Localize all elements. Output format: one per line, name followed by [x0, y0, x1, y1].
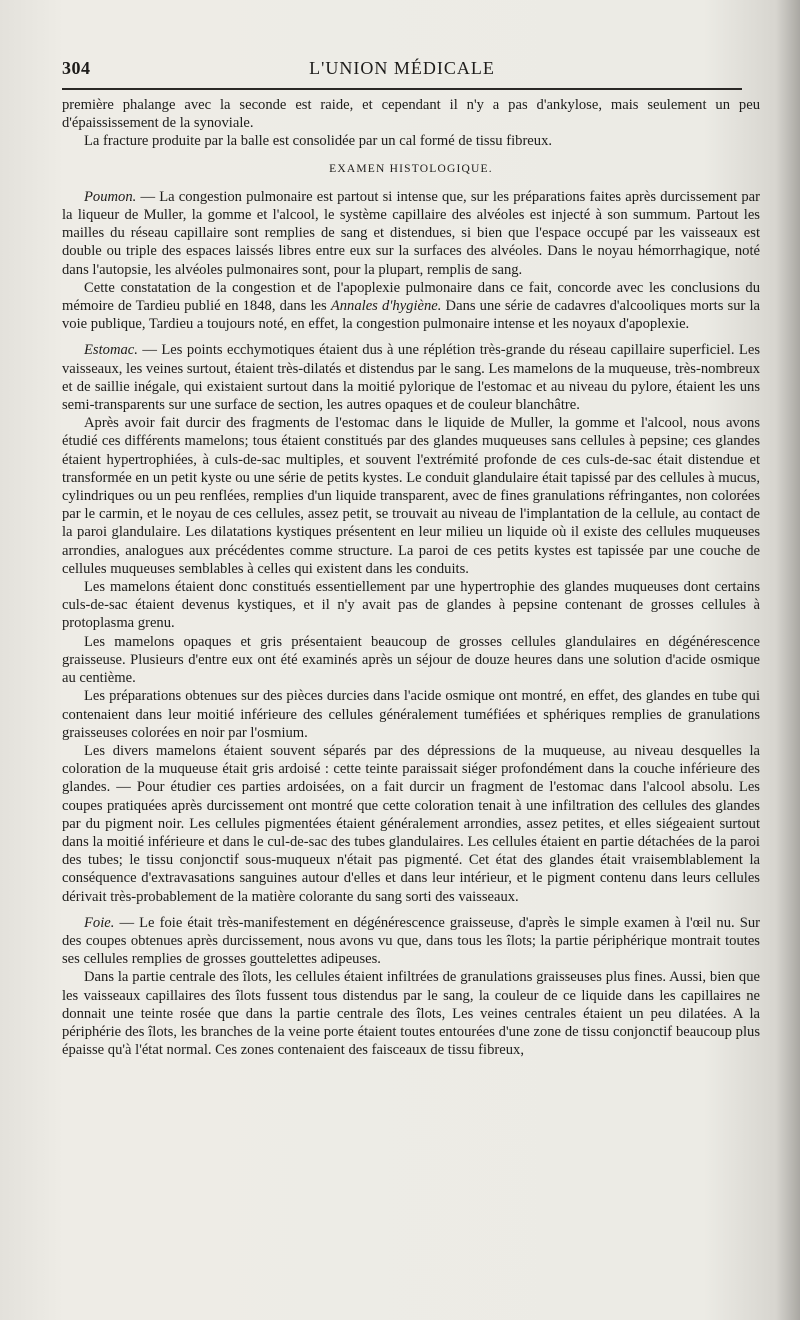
- paragraph: Les mamelons opaques et gris présentaient beaucoup de grosses cellules glandulaires en dégénérescence graisseuse. Plusieurs d'entre eux ont été examinés après un séjour de douze heures dans une solution d'acide osmique au centième.: [62, 633, 760, 687]
- section-lead: Poumon.: [84, 188, 137, 205]
- section-lead: Estomac.: [84, 342, 138, 359]
- page-header: [62, 52, 742, 90]
- paragraph-foie: [62, 914, 760, 969]
- running-head: L'UNION MÉDICALE: [309, 58, 495, 78]
- paragraph: Les préparations obtenues sur des pièces durcies dans l'acide osmique ont montré, en effet, des glandes en tube qui contenaient dans leur moitié inférieure des cellules généralement tuméfiées et sphériques remplies de granulations graisseuses colorées en noir par l'osmium.: [62, 688, 760, 741]
- paragraph-poumon: [62, 188, 760, 279]
- paragraph: [62, 279, 760, 334]
- journal-title: Annales d'hygiène.: [330, 298, 442, 315]
- paragraph-estomac: [62, 341, 760, 414]
- paragraph: La fracture produite par la balle est consolidée par un cal formé de tissu fibreux.: [84, 133, 553, 150]
- page-number: 304: [62, 58, 91, 78]
- paragraph-text: Cette constatation de la congestion et de l'apoplexie pulmonaire dans ce fait, concorde avec les conclusions du mémoire de Tardieu publié en 1848, dans les: [62, 279, 760, 315]
- paragraph: Les divers mamelons étaient souvent séparés par des dépressions de la muqueuse, au niveau desquelles la coloration de la muqueuse était gris ardoisé : cette teinte paraissait siéger profondément dans la couche inférieure des glandes. — Pour étudier ces parties ardoisées, on a fait durcir un fragment de l'estomac dans l'alcool absolu. Les coupes pratiquées après durcissement ont montré que cette coloration tenait à une infiltration des cellules des glandes par du pigment noir. Les cellules pigmentées étaient généralement arrondies, assez petites, et elles siégeaient surtout dans la moitié inférieure et dans le cul-de-sac des tubes glandulaires. Les cellules étaient en partie détachées de la paroi des tubes; le tissu conjonctif sous-muqueux n'était pas pigmenté. Cet état des glandes était vraisemblablement la conséquence d'extravasations sanguines autour d'elles et dans leur intérieur, et le pigment contenu dans leurs cellules dérivait très-probablement de la matière colorante du sang sorti des vaisseaux.: [62, 742, 760, 905]
- paragraph-text: — La congestion pulmonaire est partout si intense que, sur les préparations faites après durcissement par la liqueur de Muller, la gomme et l'alcool, le système capillaire des alvéoles est injecté à son summum. Partout les mailles du réseau capillaire sont remplies de sang et distendues, si bien que l'espace occupé par les vaisseaux est double ou triple des espaces laissés libres entre eux sur la surfaces des alvéoles. Dans le noyau hémorrhagique, noté dans l'autopsie, les alvéoles pulmonaires sont, pour la plupart, remplis de sang.: [62, 188, 760, 278]
- body-text: [62, 96, 760, 1059]
- paragraph: première phalange avec la seconde est raide, et cependant il n'y a pas d'ankylose, mais seulement un peu d'épaississement de la synoviale.: [62, 97, 760, 132]
- section-lead: Foie.: [84, 914, 115, 931]
- paragraph-text: — Le foie était très-manifestement en dégénérescence graisseuse, d'après le simple examen à l'œil nu. Sur des coupes obtenues après durcissement, nous avons vu que, dans tous les îlots; la partie périphérique montrait toutes ses cellules remplies de grosses gouttelettes adipeuses.: [62, 914, 760, 968]
- paragraph: Après avoir fait durcir des fragments de l'estomac dans le liquide de Muller, la gomme et l'alcool, nous avons étudié ces différents mamelons; tous étaient constitués par des glandes muqueuses sans cellules à pepsine; ces glandes étaient hypertrophiées, à culs-de-sac multiples, et souvent l'extrémité profonde de ces culs-de-sac était distendue et transformée en un petit kyste ou une série de petits kystes. Le conduit glandulaire était tapissé par des cellules à mucus, cylindriques ou un peu renflées, remplies d'un liquide transparent, avec de fines granulations réfringantes, non colorées par le carmin, et le noyau de ces cellules, assez petit, se trouvait au niveau de l'implantation de la cellule, au contact de la paroi glandulaire. Les dilatations kystiques présentent en leur milieu un liquide où il existe des cellules muqueuses arrondies, analogues aux précédentes comme structure. La paroi de ces petits kystes est tapissée par une couche de cellules muqueuses semblables à celles qui existent dans les conduits.: [62, 415, 760, 577]
- paragraph-text: — Les points ecchymotiques étaient dus à une réplétion très-grande du réseau capillaire superficiel. Les vaisseaux, les veines surtout, étaient très-dilatés et distendus par le sang. Les mamelons de la muqueuse, très-nombreux et de saillie inégale, qui existaient surtout dans la moitié pylorique de l'estomac et au niveau du pylore, étaient les uns semi-transparents sur une surface de section, les autres opaques et de couleur blanchâtre.: [62, 342, 760, 414]
- paragraph: Les mamelons étaient donc constitués essentiellement par une hypertrophie des glandes muqueuses dont certains culs-de-sac étaient devenus kystiques, et il n'y avait pas de glandes à pepsine contenant de grosses cellules à protoplasma grenu.: [62, 579, 760, 632]
- paragraph-text: Dans une série de cadavres d'alcooliques morts sur la voie publique, Tardieu a toujours noté, en effet, la congestion pulmonaire intense et les noyaux d'apoplexie.: [62, 298, 761, 333]
- section-title: EXAMEN HISTOLOGIQUE.: [329, 162, 493, 175]
- paragraph: Dans la partie centrale des îlots, les cellules étaient infiltrées de granulations graisseuses plus fines. Aussi, bien que les vaisseaux capillaires des îlots fussent tous distendus par le sang, la couleur de ce liquide dans les capillaires ne donnait une teinte rosée que dans la partie centrale des îlots, Les veines centrales étaient un peu dilatées. A la périphérie des îlots, les branches de la veine porte étaient toutes entourées d'une zone de tissu conjonctif beaucoup plus épaisse qu'à l'état normal. Ces zones contenaient des faisceaux de tissu fibreux,: [62, 969, 760, 1059]
